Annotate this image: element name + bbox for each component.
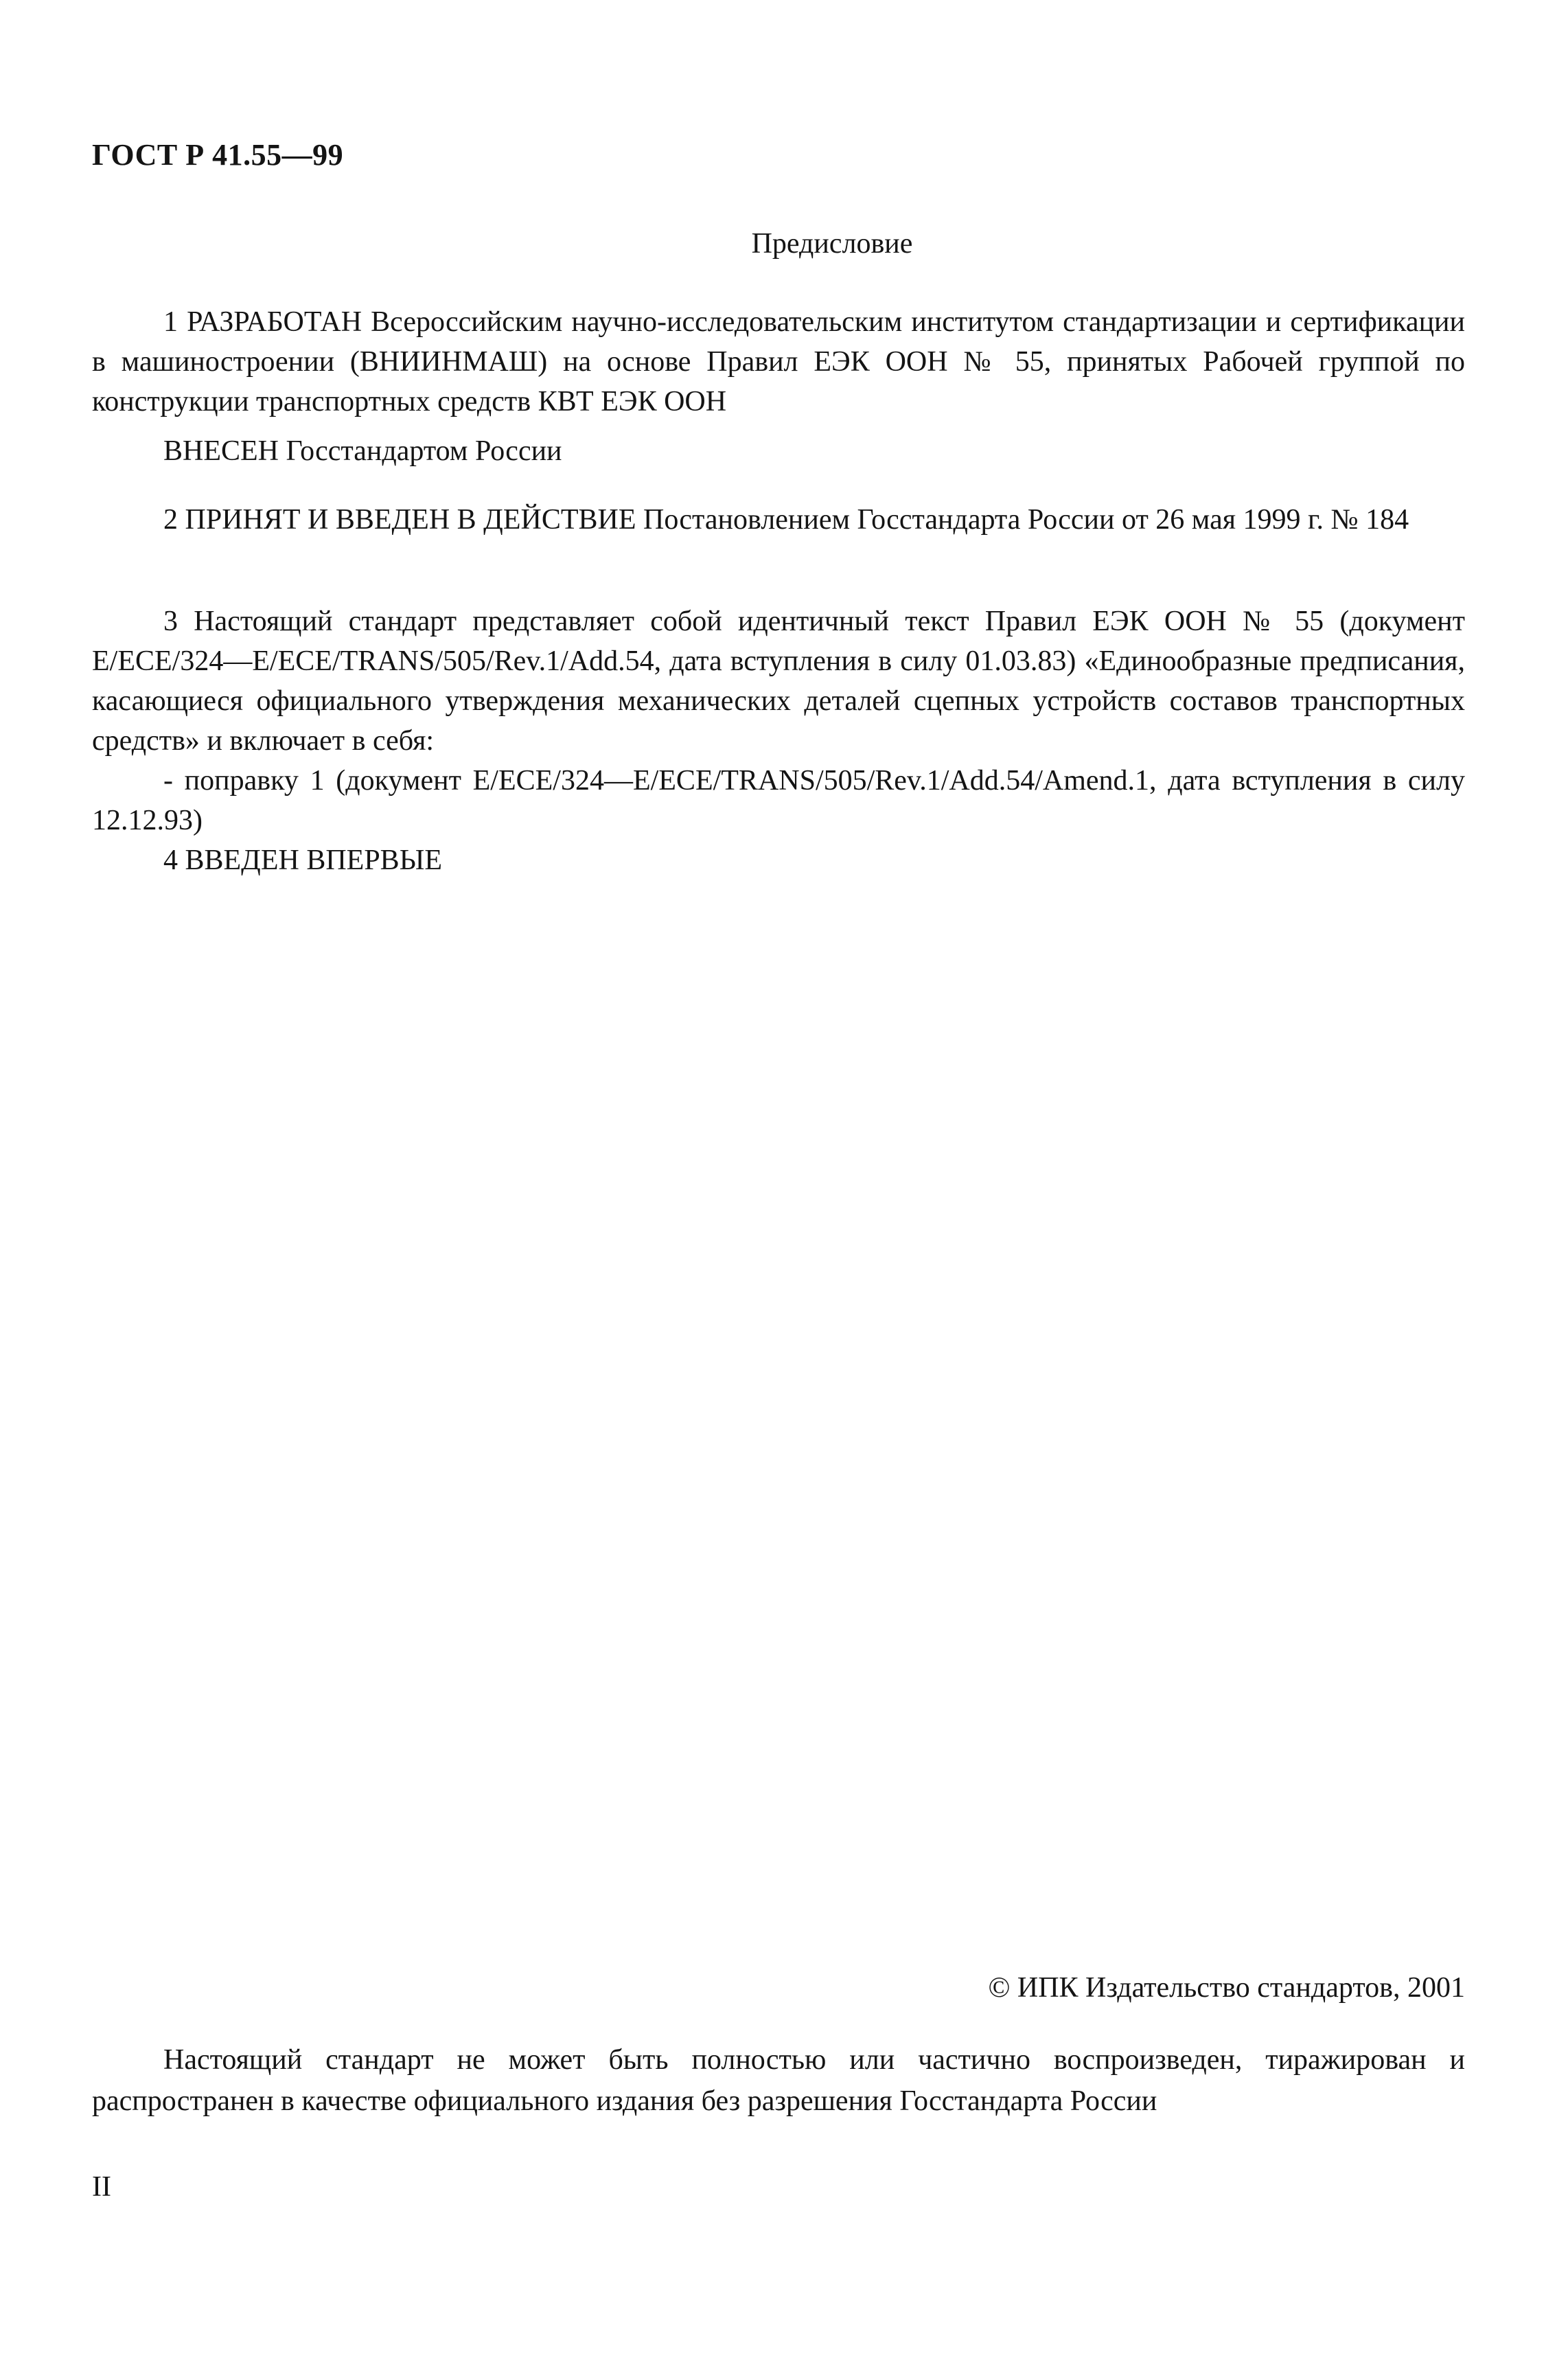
page-number: II (92, 2171, 111, 2203)
foreword-item-2-text: 2 ПРИНЯТ И ВВЕДЕН В ДЕЙСТВИЕ Постановлением Госстандарта России от 26 мая 1999 г. № 184 (163, 504, 1409, 536)
foreword-item-1 (92, 302, 1465, 422)
foreword-item-1-submitted (92, 431, 1465, 471)
reproduction-notice (92, 2039, 1465, 2122)
foreword-item-4-text: 4 ВВЕДЕН ВПЕРВЫЕ (163, 845, 442, 876)
foreword-item-4 (92, 840, 1465, 880)
reproduction-notice-text: Настоящий стандарт не может быть полностью или частично воспроизведен, тиражирован и распространен в качестве официального издания без разрешения Госстандарта России (92, 2044, 1465, 2117)
foreword-item-3-amendment: - поправку 1 (документ E/ECE/324—E/ECE/TRANS/505/Rev.1/Add.54/Amend.1, дата вступления в силу 12.12.93) (92, 765, 1465, 836)
foreword-item-1-text: 1 РАЗРАБОТАН Всероссийским научно-исследовательским институтом стандартизации и сертификации в машиностроении (ВНИИНМАШ) на основе Правил ЕЭК ООН № 55, принятых Рабочей группой по конструкции транспортных средств КВТ ЕЭК ООН (92, 306, 1465, 417)
foreword-item-1-submitted-text: ВНЕСЕН Госстандартом России (163, 435, 562, 467)
foreword-item-2 (92, 500, 1465, 540)
foreword-item-3-text: 3 Настоящий стандарт представляет собой идентичный текст Правил ЕЭК ООН № 55 (документ E/ECE/324—E/ECE/TRANS/505/Rev.1/Add.54, дата вступления в силу 01.03.83) «Единообразные предписания, касающиеся официального утверждения механических деталей сцепных устройств составов транспортных средств» и включает в себя: (92, 606, 1465, 757)
standard-code: ГОСТ Р 41.55—99 (92, 138, 344, 172)
foreword-item-3 (92, 602, 1465, 840)
copyright-line: © ИПК Издательство стандартов, 2001 (988, 1972, 1465, 2004)
foreword-title: Предисловие (751, 228, 913, 260)
